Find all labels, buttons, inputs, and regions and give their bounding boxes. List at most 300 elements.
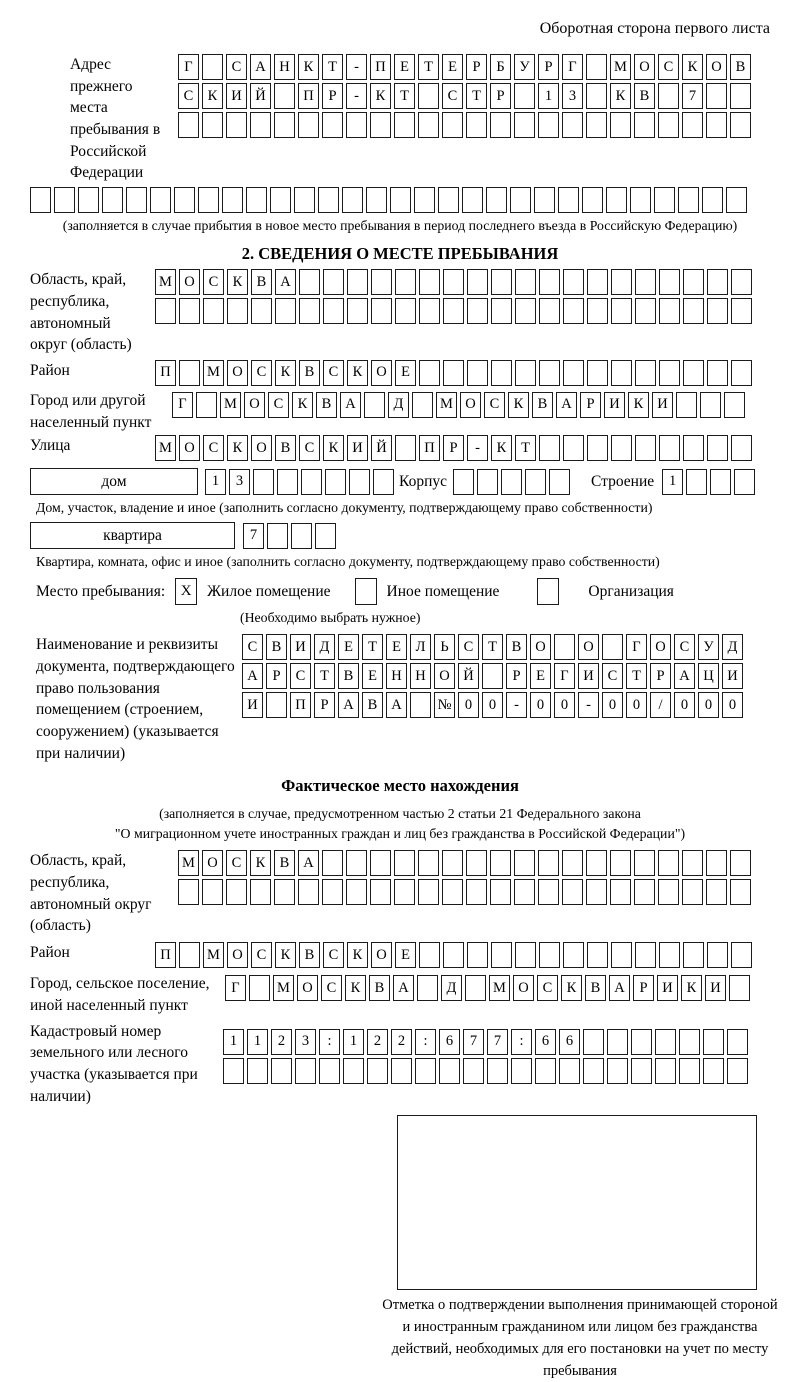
char-cell: О xyxy=(434,663,455,689)
gorod2-row xyxy=(225,975,753,1001)
document-row-3 xyxy=(242,692,746,718)
char-cell xyxy=(442,112,463,138)
char-cell xyxy=(247,1058,268,1084)
char-cell: П xyxy=(290,692,311,718)
char-cell xyxy=(487,1058,508,1084)
char-cell: И xyxy=(290,634,311,660)
char-cell: К xyxy=(323,435,344,461)
char-cell: 0 xyxy=(554,692,575,718)
char-cell xyxy=(611,360,632,386)
char-cell xyxy=(270,187,291,213)
char-cell xyxy=(634,879,655,905)
char-cell xyxy=(514,850,535,876)
char-cell: П xyxy=(155,360,176,386)
char-cell xyxy=(559,1058,580,1084)
char-cell xyxy=(467,942,488,968)
label-zhiloe: Жилое помещение xyxy=(207,582,331,600)
char-cell: М xyxy=(203,942,224,968)
char-cell xyxy=(611,435,632,461)
char-cell: М xyxy=(155,269,176,295)
korpus-cells xyxy=(453,469,573,495)
kvartira-cells xyxy=(243,523,339,549)
char-cell xyxy=(322,112,343,138)
char-cell: Г xyxy=(626,634,647,660)
field-dom-korpus-stroenie xyxy=(30,468,770,495)
char-cell: В xyxy=(730,54,751,80)
char-cell xyxy=(342,187,363,213)
char-cell: Д xyxy=(314,634,335,660)
char-cell: - xyxy=(578,692,599,718)
field-raion xyxy=(30,360,770,386)
char-cell: 0 xyxy=(482,692,503,718)
char-cell: К xyxy=(561,975,582,1001)
char-cell: А xyxy=(298,850,319,876)
char-cell: 3 xyxy=(229,469,250,495)
char-cell xyxy=(634,850,655,876)
char-cell: В xyxy=(316,392,337,418)
char-cell xyxy=(491,269,512,295)
char-cell xyxy=(610,112,631,138)
char-cell: В xyxy=(338,663,359,689)
char-cell: Р xyxy=(650,663,671,689)
char-cell xyxy=(318,187,339,213)
char-cell xyxy=(301,469,322,495)
char-cell xyxy=(347,298,368,324)
label-korpus: Корпус xyxy=(399,472,447,490)
char-cell xyxy=(539,435,560,461)
char-cell xyxy=(223,1058,244,1084)
char-cell xyxy=(442,879,463,905)
char-cell xyxy=(611,269,632,295)
field-prev-address xyxy=(30,54,770,184)
char-cell xyxy=(291,523,312,549)
char-cell xyxy=(202,54,223,80)
char-cell: И xyxy=(578,663,599,689)
char-cell xyxy=(155,298,176,324)
char-cell xyxy=(610,850,631,876)
char-cell xyxy=(202,879,223,905)
label-raion-2: Район xyxy=(30,944,70,962)
char-cell: № xyxy=(434,692,455,718)
char-cell xyxy=(277,469,298,495)
char-cell: А xyxy=(609,975,630,1001)
char-cell: О xyxy=(202,850,223,876)
char-cell: И xyxy=(347,435,368,461)
char-cell xyxy=(706,879,727,905)
char-cell xyxy=(731,269,752,295)
label-kadastr: Кадастровый номер земельного или лесного участка (указывается при наличии) xyxy=(30,1022,198,1105)
char-cell xyxy=(414,187,435,213)
char-cell xyxy=(659,298,680,324)
char-cell: 7 xyxy=(682,83,703,109)
char-cell xyxy=(611,942,632,968)
oblast2-row-2 xyxy=(178,879,754,905)
char-cell xyxy=(246,187,267,213)
char-cell: К xyxy=(202,83,223,109)
char-cell: С xyxy=(242,634,263,660)
char-cell xyxy=(658,879,679,905)
char-cell xyxy=(611,298,632,324)
char-cell: - xyxy=(346,54,367,80)
char-cell: 6 xyxy=(535,1029,556,1055)
char-cell xyxy=(394,112,415,138)
field-gorod xyxy=(30,390,770,433)
char-cell: Т xyxy=(322,54,343,80)
char-cell: : xyxy=(415,1029,436,1055)
char-cell: М xyxy=(220,392,241,418)
char-cell xyxy=(222,187,243,213)
zhiloe-checkbox xyxy=(175,578,200,605)
char-cell xyxy=(659,435,680,461)
char-cell xyxy=(373,469,394,495)
char-cell xyxy=(731,298,752,324)
char-cell: С xyxy=(602,663,623,689)
char-cell: X xyxy=(175,578,197,605)
field-ulitsa xyxy=(30,435,770,461)
char-cell: Е xyxy=(394,54,415,80)
char-cell: И xyxy=(604,392,625,418)
char-cell: П xyxy=(370,54,391,80)
char-cell xyxy=(418,879,439,905)
label-gorod: Город или другой населенный пункт xyxy=(30,391,152,431)
char-cell: Н xyxy=(386,663,407,689)
char-cell: О xyxy=(371,942,392,968)
char-cell xyxy=(491,942,512,968)
section2-title: 2. СВЕДЕНИЯ О МЕСТЕ ПРЕБЫВАНИЯ xyxy=(241,244,559,264)
char-cell: Р xyxy=(538,54,559,80)
char-cell xyxy=(346,879,367,905)
char-cell xyxy=(587,435,608,461)
char-cell xyxy=(465,975,486,1001)
char-cell xyxy=(658,83,679,109)
char-cell xyxy=(415,1058,436,1084)
oblast-grid xyxy=(155,269,755,324)
char-cell xyxy=(563,942,584,968)
char-cell: М xyxy=(203,360,224,386)
org-checkbox xyxy=(537,578,562,605)
field-mesto-type xyxy=(30,578,770,605)
char-cell xyxy=(539,942,560,968)
char-cell: М xyxy=(155,435,176,461)
char-cell xyxy=(249,975,270,1001)
char-cell xyxy=(587,942,608,968)
char-cell: - xyxy=(346,83,367,109)
char-cell xyxy=(150,187,171,213)
char-cell: О xyxy=(244,392,265,418)
stamp-box xyxy=(397,1115,757,1290)
ulitsa-row xyxy=(155,435,755,461)
char-cell xyxy=(702,187,723,213)
char-cell: А xyxy=(386,692,407,718)
char-cell: В xyxy=(369,975,390,1001)
char-cell: Р xyxy=(266,663,287,689)
kadastr-row-1 xyxy=(223,1029,751,1055)
char-cell: 6 xyxy=(559,1029,580,1055)
char-cell xyxy=(325,469,346,495)
char-cell: О xyxy=(297,975,318,1001)
char-cell xyxy=(196,392,217,418)
char-cell: : xyxy=(319,1029,340,1055)
kvartira-note: Квартира, комната, офис и иное (заполнить согласно документу, подтверждающему право собственности) xyxy=(36,554,660,570)
char-cell xyxy=(731,360,752,386)
char-cell xyxy=(364,392,385,418)
char-cell xyxy=(394,879,415,905)
char-cell: К xyxy=(682,54,703,80)
char-cell xyxy=(730,850,751,876)
label-document: Наименование и реквизиты документа, подтверждающего право пользования помещением (строением, сооружением) (указывается при наличии) xyxy=(36,636,235,762)
char-cell xyxy=(443,269,464,295)
section3-title: Фактическое место нахождения xyxy=(281,776,519,796)
char-cell xyxy=(490,879,511,905)
char-cell xyxy=(267,523,288,549)
char-cell: Н xyxy=(410,663,431,689)
char-cell xyxy=(466,879,487,905)
char-cell xyxy=(707,360,728,386)
char-cell xyxy=(727,1029,748,1055)
char-cell xyxy=(202,112,223,138)
char-cell xyxy=(298,112,319,138)
char-cell: М xyxy=(489,975,510,1001)
char-cell: И xyxy=(652,392,673,418)
char-cell: В xyxy=(274,850,295,876)
char-cell: 1 xyxy=(662,469,683,495)
char-cell xyxy=(683,435,704,461)
char-cell: С xyxy=(323,942,344,968)
char-cell: 7 xyxy=(487,1029,508,1055)
char-cell xyxy=(682,850,703,876)
char-cell xyxy=(275,298,296,324)
char-cell xyxy=(439,1058,460,1084)
char-cell xyxy=(554,634,575,660)
page-header: Оборотная сторона первого листа xyxy=(539,20,770,37)
char-cell xyxy=(203,298,224,324)
char-cell xyxy=(477,469,498,495)
prev-address-note: (заполняется в случае прибытия в новое место пребывания в период последнего въезда в Российскую Федерацию) xyxy=(62,218,738,234)
char-cell xyxy=(198,187,219,213)
char-cell xyxy=(391,1058,412,1084)
char-cell xyxy=(349,469,370,495)
char-cell xyxy=(538,850,559,876)
prev-address-row-3 xyxy=(178,112,754,138)
char-cell xyxy=(491,360,512,386)
char-cell xyxy=(438,187,459,213)
char-cell xyxy=(655,1029,676,1055)
char-cell xyxy=(178,112,199,138)
char-cell xyxy=(371,298,392,324)
char-cell: С xyxy=(321,975,342,1001)
char-cell: 1 xyxy=(538,83,559,109)
prev-address-row-1 xyxy=(178,54,754,80)
char-cell: 0 xyxy=(458,692,479,718)
char-cell: Й xyxy=(250,83,271,109)
char-cell: 1 xyxy=(343,1029,364,1055)
char-cell: К xyxy=(227,269,248,295)
char-cell xyxy=(658,850,679,876)
char-cell: У xyxy=(698,634,719,660)
char-cell: 0 xyxy=(530,692,551,718)
char-cell: В xyxy=(275,435,296,461)
char-cell xyxy=(586,83,607,109)
char-cell: Р xyxy=(490,83,511,109)
field-oblast-2 xyxy=(30,850,770,937)
dom-note: Дом, участок, владение и иное (заполнить согласно документу, подтверждающему право собственности) xyxy=(36,500,653,516)
raion-row xyxy=(155,360,755,386)
char-cell xyxy=(724,392,745,418)
char-cell: К xyxy=(275,942,296,968)
char-cell: С xyxy=(203,269,224,295)
char-cell: Р xyxy=(580,392,601,418)
char-cell xyxy=(490,112,511,138)
oblast2-grid xyxy=(178,850,754,905)
char-cell: Н xyxy=(274,54,295,80)
char-cell xyxy=(635,360,656,386)
char-cell xyxy=(514,83,535,109)
char-cell xyxy=(534,187,555,213)
oblast2-row-1 xyxy=(178,850,754,876)
char-cell: : xyxy=(511,1029,532,1055)
char-cell xyxy=(227,298,248,324)
char-cell: Т xyxy=(418,54,439,80)
char-cell xyxy=(707,942,728,968)
char-cell: О xyxy=(371,360,392,386)
char-cell xyxy=(395,298,416,324)
char-cell xyxy=(634,112,655,138)
char-cell xyxy=(549,469,570,495)
char-cell xyxy=(682,879,703,905)
char-cell xyxy=(734,469,755,495)
char-cell xyxy=(706,112,727,138)
char-cell: С xyxy=(178,83,199,109)
char-cell xyxy=(525,469,546,495)
char-cell xyxy=(370,850,391,876)
char-cell xyxy=(443,298,464,324)
char-cell xyxy=(395,269,416,295)
char-cell: Д xyxy=(388,392,409,418)
char-cell xyxy=(582,187,603,213)
char-cell: Т xyxy=(466,83,487,109)
char-cell xyxy=(587,360,608,386)
char-cell xyxy=(102,187,123,213)
char-cell xyxy=(706,83,727,109)
char-cell: И xyxy=(657,975,678,1001)
char-cell: Е xyxy=(386,634,407,660)
char-cell xyxy=(562,879,583,905)
char-cell: 6 xyxy=(439,1029,460,1055)
char-cell xyxy=(467,269,488,295)
kvartira-widebox: квартира xyxy=(30,522,235,549)
char-cell xyxy=(395,435,416,461)
raion2-row xyxy=(155,942,755,968)
char-cell: И xyxy=(722,663,743,689)
char-cell xyxy=(710,469,731,495)
char-cell: Е xyxy=(362,663,383,689)
char-cell xyxy=(126,187,147,213)
char-cell: 2 xyxy=(271,1029,292,1055)
char-cell xyxy=(727,1058,748,1084)
char-cell: Л xyxy=(410,634,431,660)
char-cell: С xyxy=(674,634,695,660)
char-cell: Д xyxy=(441,975,462,1001)
char-cell xyxy=(514,879,535,905)
char-cell xyxy=(586,112,607,138)
char-cell xyxy=(583,1029,604,1055)
char-cell: С xyxy=(251,360,272,386)
oblast-row-2 xyxy=(155,298,755,324)
document-grid xyxy=(242,634,746,718)
label-org: Организация xyxy=(588,582,674,600)
char-cell: С xyxy=(290,663,311,689)
char-cell: В xyxy=(299,360,320,386)
char-cell: О xyxy=(650,634,671,660)
char-cell: А xyxy=(242,663,263,689)
char-cell: Г xyxy=(178,54,199,80)
label-prev-address: Адрес прежнего места пребывания в Российской Федерации xyxy=(70,56,161,182)
char-cell: К xyxy=(275,360,296,386)
char-cell: 0 xyxy=(602,692,623,718)
char-cell: К xyxy=(508,392,529,418)
char-cell xyxy=(676,392,697,418)
char-cell xyxy=(418,83,439,109)
char-cell: Ц xyxy=(698,663,719,689)
char-cell xyxy=(443,942,464,968)
char-cell xyxy=(726,187,747,213)
char-cell: С xyxy=(442,83,463,109)
char-cell: К xyxy=(681,975,702,1001)
char-cell: К xyxy=(347,360,368,386)
inoe-checkbox xyxy=(355,578,380,605)
char-cell xyxy=(703,1058,724,1084)
char-cell xyxy=(370,112,391,138)
char-cell: 2 xyxy=(391,1029,412,1055)
field-raion-2 xyxy=(30,942,770,968)
char-cell: О xyxy=(513,975,534,1001)
char-cell xyxy=(298,879,319,905)
char-cell xyxy=(515,269,536,295)
char-cell xyxy=(323,298,344,324)
char-cell: Й xyxy=(371,435,392,461)
char-cell: М xyxy=(178,850,199,876)
char-cell xyxy=(366,187,387,213)
dom-cells xyxy=(205,469,397,495)
char-cell xyxy=(630,187,651,213)
char-cell: К xyxy=(227,435,248,461)
char-cell xyxy=(370,879,391,905)
char-cell: - xyxy=(506,692,527,718)
kadastr-grid xyxy=(223,1029,751,1084)
char-cell: К xyxy=(292,392,313,418)
char-cell: У xyxy=(514,54,535,80)
char-cell: С xyxy=(251,942,272,968)
char-cell xyxy=(659,269,680,295)
char-cell: А xyxy=(340,392,361,418)
char-cell: О xyxy=(227,942,248,968)
char-cell xyxy=(299,298,320,324)
char-cell xyxy=(635,298,656,324)
char-cell: Т xyxy=(482,634,503,660)
char-cell xyxy=(418,850,439,876)
field-kadastr xyxy=(30,1021,770,1108)
char-cell xyxy=(343,1058,364,1084)
field-kvartira xyxy=(30,522,770,549)
char-cell: И xyxy=(226,83,247,109)
char-cell xyxy=(274,83,295,109)
char-cell: В xyxy=(634,83,655,109)
char-cell: К xyxy=(628,392,649,418)
char-cell: О xyxy=(251,435,272,461)
char-cell xyxy=(610,879,631,905)
label-gorod-2: Город, сельское поселение, иной населенный пункт xyxy=(30,975,210,1014)
char-cell xyxy=(315,523,336,549)
